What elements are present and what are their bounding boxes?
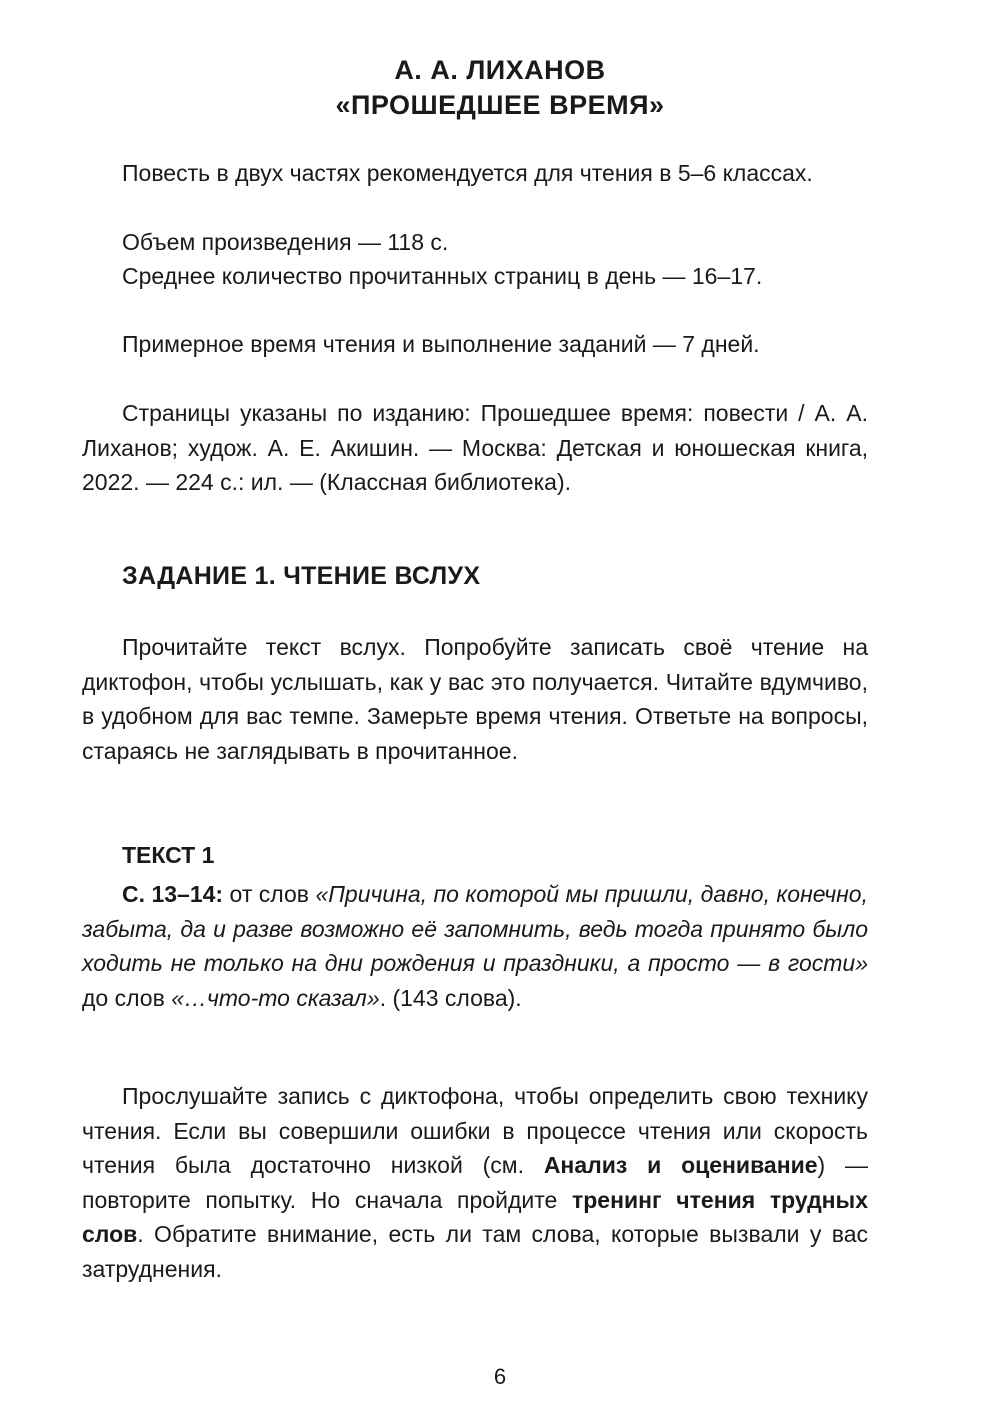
training-reference: тренинг чтения трудных слов [82,1186,868,1247]
text-label: ТЕКСТ 1 [122,842,215,868]
analysis-reference: Анализ и оценивание [543,1152,818,1178]
source-edition-text: Страницы указаны по изданию: Прошедшее время: повести / А. А. Лиханов; худож. А. Е. Акишин. — Москва: Детская и юношеская книга, 2022. — 224 с.: ил. — (Классная библиотека). [82,400,868,495]
pages-per-day-text: Среднее количество прочитанных страниц в день — 16–17. [122,263,763,289]
followup-part2: ) — повторите попытку. Но сначала пройдите [82,1152,869,1213]
excerpt-reference [82,877,868,1015]
excerpt-end-quote: «…что-то сказал» [171,984,380,1011]
recommendation-text: Повесть в двух частях рекомендуется для чтения в 5–6 классах. [122,160,813,186]
reading-time-text: Примерное время чтения и выполнение заданий — 7 дней. [122,331,760,357]
followup-part3: . Обратите внимание, есть ли там слова, которые вызвали у вас затруднения. [82,1221,868,1282]
task-instructions: Прочитайте текст вслух. Попробуйте записать своё чтение на диктофон, чтобы услышать, как у вас это получается. Читайте вдумчиво, в удобном для вас темпе. Замерьте время чтения. Ответьте на вопросы, стараясь не заглядывать в прочитанное. [82,634,868,764]
page-number: 6 [493,1364,507,1389]
excerpt-from-word: от слов [229,881,309,907]
work-title: «ПРОШЕДШЕЕ ВРЕМЯ» [335,90,665,120]
followup-instructions [82,1079,868,1286]
excerpt-pages: С. 13–14: [122,881,224,907]
volume-text: Объем произведения — 118 с. [122,229,449,255]
excerpt-to-word: до слов [82,984,165,1011]
excerpt-start-quote: «Причина, по которой мы пришли, давно, конечно, забыта, да и разве возможно её запомнить, ведь тогда принято было ходить не только на дни рождения и праздники, а просто — в гости» [82,881,868,976]
followup-part1: Прослушайте запись с диктофона, чтобы определить свою технику чтения. Если вы совершили ошибки в процессе чтения или скорость чтения была достаточно низкой (см. [82,1083,868,1178]
task-heading: ЗАДАНИЕ 1. ЧТЕНИЕ ВСЛУХ [122,562,481,590]
excerpt-word-count: . (143 слова). [379,984,522,1011]
author-title: А. А. ЛИХАНОВ [394,55,606,85]
